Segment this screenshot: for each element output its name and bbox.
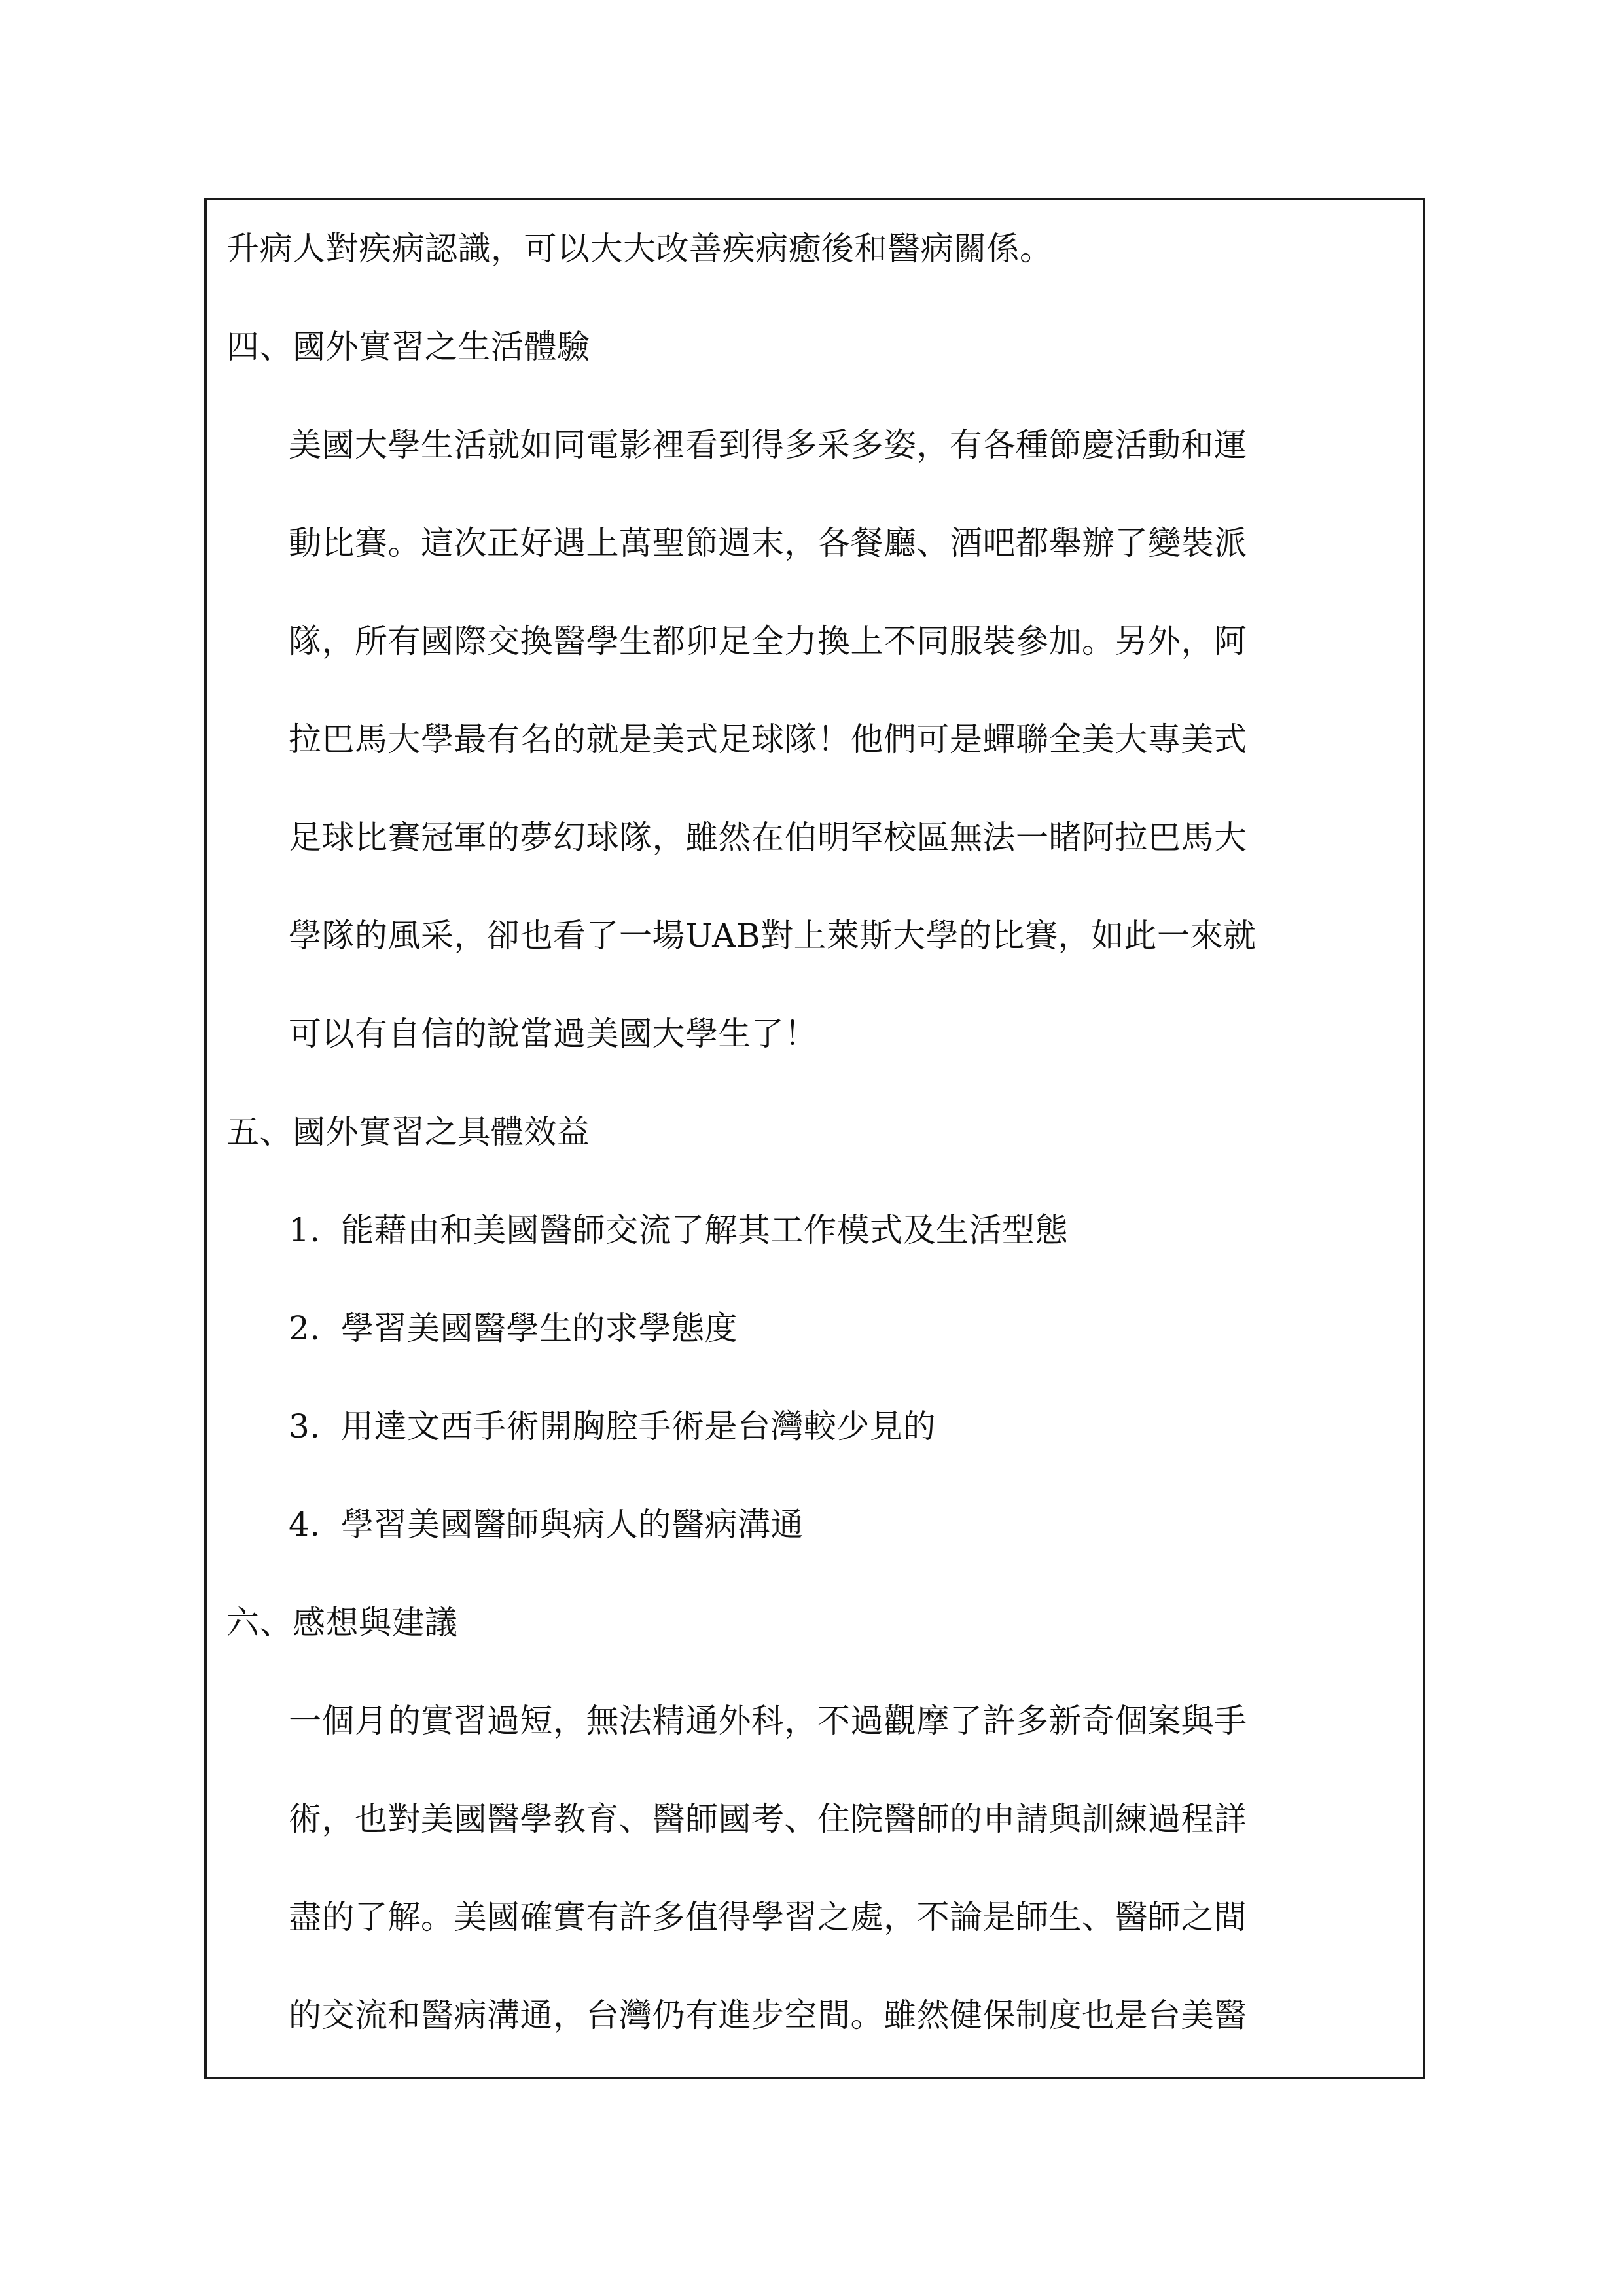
list-item-text: 學習美國醫師與病人的醫病溝通 bbox=[341, 1506, 804, 1544]
text-line: 術，也對美國醫學教育、醫師國考、住院醫師的申請與訓練過程詳 bbox=[289, 1800, 1247, 1838]
section-heading: 六、感想與建議 bbox=[226, 1604, 458, 1642]
text-line: 的交流和醫病溝通，台灣仍有進步空間。雖然健保制度也是台美醫 bbox=[289, 1996, 1247, 2034]
text-line: 學隊的風采，卻也看了一場UAB對上萊斯大學的比賽，如此一來就 bbox=[289, 917, 1257, 955]
list-number: 2. bbox=[289, 1309, 321, 1347]
text-line: 隊，所有國際交換醫學生都卯足全力換上不同服裝參加。另外，阿 bbox=[289, 622, 1247, 660]
list-number: 1. bbox=[289, 1211, 321, 1249]
list-item bbox=[289, 1407, 936, 1446]
text-line: 升病人對疾病認識，可以大大改善疾病癒後和醫病關係。 bbox=[226, 230, 1053, 268]
list-number: 4. bbox=[289, 1506, 321, 1544]
list-item-text: 能藉由和美國醫師交流了解其工作模式及生活型態 bbox=[341, 1211, 1068, 1249]
list-item-text: 用達文西手術開胸腔手術是台灣較少見的 bbox=[341, 1407, 936, 1445]
text-line: 動比賽。這次正好遇上萬聖節週末，各餐廳、酒吧都舉辦了變裝派 bbox=[289, 524, 1247, 562]
list-item bbox=[289, 1210, 1068, 1250]
list-number: 3. bbox=[289, 1407, 321, 1445]
list-item-text: 學習美國醫學生的求學態度 bbox=[341, 1309, 738, 1347]
text-line: 足球比賽冠軍的夢幻球隊，雖然在伯明罕校區無法一睹阿拉巴馬大 bbox=[289, 819, 1247, 857]
text-line: 一個月的實習過短，無法精通外科，不過觀摩了許多新奇個案與手 bbox=[289, 1702, 1247, 1740]
list-item bbox=[289, 1309, 738, 1348]
section-heading: 四、國外實習之生活體驗 bbox=[226, 328, 590, 366]
list-item bbox=[289, 1505, 804, 1544]
text-line: 盡的了解。美國確實有許多值得學習之處，不論是師生、醫師之間 bbox=[289, 1898, 1247, 1936]
content-frame bbox=[204, 198, 1425, 2079]
text-line: 美國大學生活就如同電影裡看到得多采多姿，有各種節慶活動和運 bbox=[289, 426, 1247, 464]
text-line: 拉巴馬大學最有名的就是美式足球隊！他們可是蟬聯全美大專美式 bbox=[289, 720, 1247, 758]
text-line: 可以有自信的說當過美國大學生了！ bbox=[289, 1015, 817, 1053]
section-heading: 五、國外實習之具體效益 bbox=[226, 1113, 590, 1151]
